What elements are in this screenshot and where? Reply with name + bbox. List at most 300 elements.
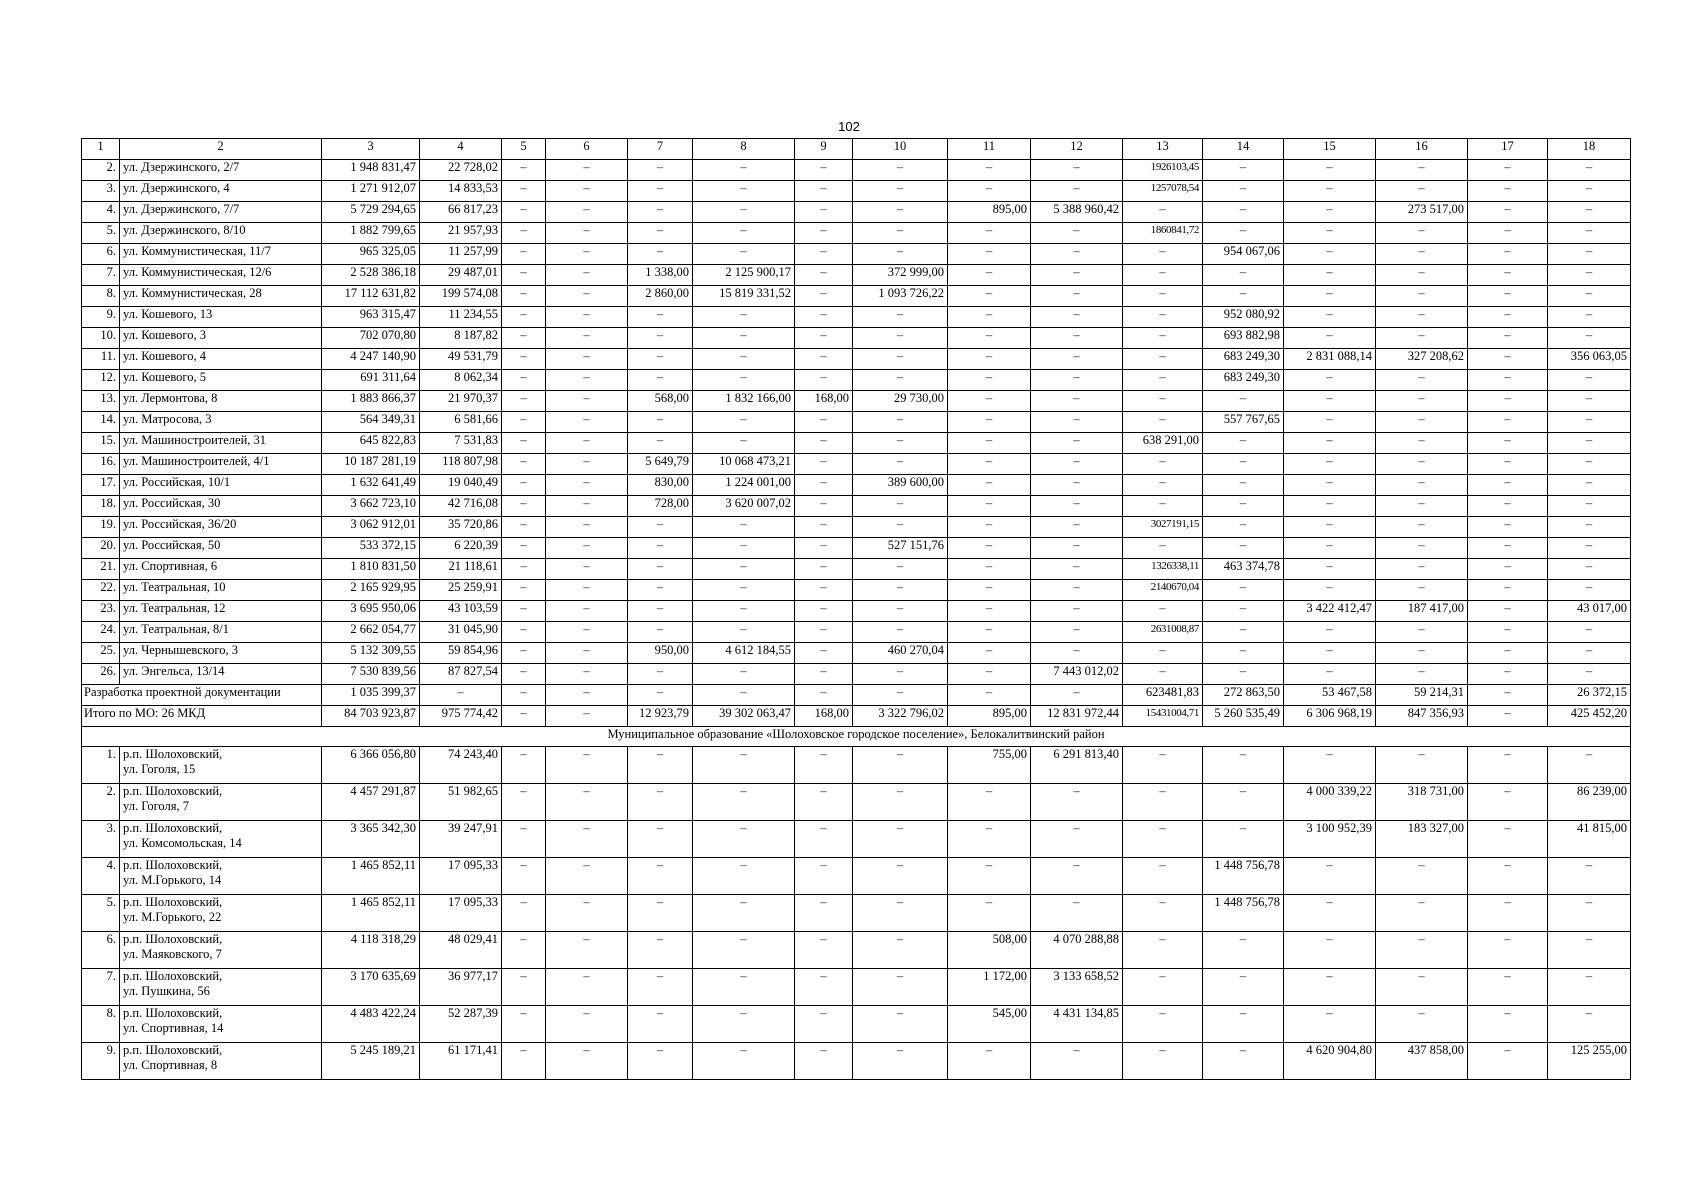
table-cell: 15 819 331,52: [693, 286, 795, 307]
table-cell: –: [1548, 391, 1631, 412]
table-cell: –: [1376, 181, 1468, 202]
table-cell: –: [853, 223, 948, 244]
table-cell: 17 095,33: [420, 895, 502, 932]
table-cell: –: [1284, 747, 1376, 784]
table-row: [82, 286, 1631, 307]
table-cell: 43 103,59: [420, 601, 502, 622]
table-cell: –: [628, 685, 693, 706]
table-cell: –: [1031, 622, 1123, 643]
table-cell: –: [1031, 895, 1123, 932]
table-row: [82, 517, 1631, 538]
table-cell: –: [1376, 932, 1468, 969]
table-cell: 18.: [82, 496, 120, 517]
table-row: [82, 784, 1631, 821]
table-cell: –: [1284, 475, 1376, 496]
table-cell: 118 807,98: [420, 454, 502, 475]
table-cell: 39 302 063,47: [693, 706, 795, 727]
table-cell: –: [546, 784, 628, 821]
table-cell: –: [1123, 391, 1203, 412]
table-cell: –: [1548, 747, 1631, 784]
table-cell: 702 070,80: [322, 328, 420, 349]
table-cell: –: [1031, 643, 1123, 664]
table-cell: 4 070 288,88: [1031, 932, 1123, 969]
table-cell: 372 999,00: [853, 265, 948, 286]
table-cell: –: [502, 286, 546, 307]
table-cell: –: [1548, 932, 1631, 969]
header-row: [82, 139, 1631, 160]
table-cell: –: [1031, 821, 1123, 858]
table-cell: –: [1284, 265, 1376, 286]
table-cell: –: [546, 895, 628, 932]
table-cell: –: [1284, 1006, 1376, 1043]
table-cell: –: [1468, 821, 1548, 858]
table-cell: –: [853, 747, 948, 784]
table-cell: 3 662 723,10: [322, 496, 420, 517]
table-cell: 39 247,91: [420, 821, 502, 858]
table-cell: 533 372,15: [322, 538, 420, 559]
table-cell: 568,00: [628, 391, 693, 412]
table-cell: –: [502, 821, 546, 858]
table-cell: 1326338,11: [1123, 559, 1203, 580]
table-cell: 3.: [82, 181, 120, 202]
table-cell: –: [1203, 821, 1284, 858]
column-number: 11: [948, 139, 1031, 160]
table-cell: –: [1468, 412, 1548, 433]
table-cell: 2140670,04: [1123, 580, 1203, 601]
table-cell: –: [502, 664, 546, 685]
table-cell: –: [546, 202, 628, 223]
table-cell: –: [1376, 1006, 1468, 1043]
table-cell: 3 062 912,01: [322, 517, 420, 538]
table-cell: –: [1468, 784, 1548, 821]
table-cell: –: [1123, 932, 1203, 969]
table-cell: –: [1284, 622, 1376, 643]
table-cell: –: [853, 580, 948, 601]
table-cell: –: [1376, 370, 1468, 391]
table-cell: –: [948, 286, 1031, 307]
table-cell: –: [502, 685, 546, 706]
table-row: [82, 223, 1631, 244]
table-cell: 20.: [82, 538, 120, 559]
table-cell: 683 249,30: [1203, 370, 1284, 391]
table-cell: –: [1203, 784, 1284, 821]
table-cell: –: [1468, 538, 1548, 559]
table-cell: –: [948, 643, 1031, 664]
table-cell: 8 062,34: [420, 370, 502, 391]
table-cell: 7 443 012,02: [1031, 664, 1123, 685]
table-cell: –: [1284, 202, 1376, 223]
table-cell: –: [948, 349, 1031, 370]
address-line: р.п. Шолоховский,: [123, 821, 223, 835]
table-cell: 17 095,33: [420, 858, 502, 895]
total-row: [82, 706, 1631, 727]
table-cell: –: [1123, 286, 1203, 307]
table-cell: 21 957,93: [420, 223, 502, 244]
section-title: Муниципальное образование «Шолоховское городское поселение», Белокалитвинский район: [82, 727, 1631, 747]
table-cell: –: [853, 784, 948, 821]
table-cell: –: [502, 475, 546, 496]
table-cell: –: [1203, 538, 1284, 559]
table-cell: –: [546, 622, 628, 643]
table-cell: 10 068 473,21: [693, 454, 795, 475]
table-cell: 3 365 342,30: [322, 821, 420, 858]
table-cell: –: [546, 664, 628, 685]
table-cell: 895,00: [948, 706, 1031, 727]
table-cell: 49 531,79: [420, 349, 502, 370]
table-cell: –: [1468, 202, 1548, 223]
table-cell: –: [693, 328, 795, 349]
table-cell: 3 422 412,47: [1284, 601, 1376, 622]
table-cell: 1 832 166,00: [693, 391, 795, 412]
table-cell: –: [1031, 1043, 1123, 1080]
table-cell: –: [853, 517, 948, 538]
table-cell: –: [546, 858, 628, 895]
table-cell: 15431004,71: [1123, 706, 1203, 727]
table-cell: –: [795, 821, 853, 858]
table-cell: –: [502, 328, 546, 349]
table-cell: –: [628, 580, 693, 601]
table-cell: –: [1031, 784, 1123, 821]
table-cell: 389 600,00: [853, 475, 948, 496]
section-row: [82, 727, 1631, 747]
table-cell: –: [1548, 622, 1631, 643]
table-cell: 25 259,91: [420, 580, 502, 601]
table-cell: 11 257,99: [420, 244, 502, 265]
table-cell: –: [795, 454, 853, 475]
table-cell: –: [502, 538, 546, 559]
table-cell: ул. Российская, 10/1: [120, 475, 322, 496]
table-cell: –: [1468, 932, 1548, 969]
table-cell: 272 863,50: [1203, 685, 1284, 706]
table-cell: 41 815,00: [1548, 821, 1631, 858]
table-cell: –: [1203, 454, 1284, 475]
table-cell: 51 982,65: [420, 784, 502, 821]
table-cell: 7.: [82, 265, 120, 286]
table-cell: –: [795, 1043, 853, 1080]
column-number: 7: [628, 139, 693, 160]
address-cell: [120, 895, 322, 932]
row-label: Итого по МО: 26 МКД: [82, 706, 322, 727]
table-cell: –: [502, 580, 546, 601]
table-cell: 10 187 281,19: [322, 454, 420, 475]
table-cell: –: [546, 685, 628, 706]
table-cell: –: [1123, 244, 1203, 265]
table-cell: –: [546, 244, 628, 265]
table-cell: –: [853, 181, 948, 202]
table-cell: –: [1548, 286, 1631, 307]
table-cell: 4 620 904,80: [1284, 1043, 1376, 1080]
table-cell: –: [1376, 664, 1468, 685]
table-cell: –: [546, 821, 628, 858]
table-cell: –: [795, 559, 853, 580]
table-cell: 22 728,02: [420, 160, 502, 181]
table-cell: 564 349,31: [322, 412, 420, 433]
table-cell: –: [1031, 685, 1123, 706]
table-cell: –: [795, 580, 853, 601]
table-cell: –: [1376, 895, 1468, 932]
table-cell: ул. Машиностроителей, 31: [120, 433, 322, 454]
table-cell: –: [628, 160, 693, 181]
table-cell: –: [795, 433, 853, 454]
table-cell: –: [795, 601, 853, 622]
table-cell: –: [1123, 664, 1203, 685]
address-line: ул. Спортивная, 14: [123, 1021, 224, 1035]
table-cell: ул. Матросова, 3: [120, 412, 322, 433]
table-cell: 53 467,58: [1284, 685, 1376, 706]
table-row: [82, 412, 1631, 433]
column-number: 13: [1123, 139, 1203, 160]
table-cell: –: [853, 433, 948, 454]
table-cell: –: [795, 747, 853, 784]
table-cell: –: [628, 433, 693, 454]
table-cell: 125 255,00: [1548, 1043, 1631, 1080]
table-cell: –: [1031, 223, 1123, 244]
table-cell: –: [628, 747, 693, 784]
table-cell: –: [1123, 370, 1203, 391]
table-cell: –: [948, 784, 1031, 821]
table-cell: –: [502, 160, 546, 181]
table-cell: –: [1284, 412, 1376, 433]
table-cell: –: [502, 223, 546, 244]
address-line: р.п. Шолоховский,: [123, 784, 223, 798]
column-number: 6: [546, 139, 628, 160]
table-row: [82, 475, 1631, 496]
table-cell: –: [546, 559, 628, 580]
table-cell: 17.: [82, 475, 120, 496]
address-cell: [120, 1006, 322, 1043]
table-cell: –: [1123, 265, 1203, 286]
table-cell: –: [1284, 433, 1376, 454]
table-cell: 17 112 631,82: [322, 286, 420, 307]
table-cell: 4 612 184,55: [693, 643, 795, 664]
table-cell: 2 860,00: [628, 286, 693, 307]
table-cell: ул. Кошевого, 3: [120, 328, 322, 349]
table-cell: 13.: [82, 391, 120, 412]
project-docs-row: [82, 685, 1631, 706]
table-cell: 4 000 339,22: [1284, 784, 1376, 821]
table-cell: –: [795, 932, 853, 969]
table-cell: 2.: [82, 160, 120, 181]
table-cell: 1 882 799,65: [322, 223, 420, 244]
table-cell: –: [693, 559, 795, 580]
table-cell: ул. Российская, 36/20: [120, 517, 322, 538]
table-cell: –: [693, 160, 795, 181]
table-cell: –: [1376, 517, 1468, 538]
table-cell: –: [628, 559, 693, 580]
table-cell: –: [693, 895, 795, 932]
table-cell: –: [1031, 307, 1123, 328]
table-cell: –: [1468, 244, 1548, 265]
table-cell: –: [1031, 538, 1123, 559]
table-cell: 4 118 318,29: [322, 932, 420, 969]
table-cell: –: [1031, 496, 1123, 517]
table-cell: –: [1123, 496, 1203, 517]
table-cell: –: [502, 265, 546, 286]
table-cell: –: [948, 580, 1031, 601]
table-cell: –: [693, 370, 795, 391]
address-line: р.п. Шолоховский,: [123, 1043, 223, 1057]
table-cell: 9.: [82, 307, 120, 328]
address-line: ул. М.Горького, 14: [123, 873, 222, 887]
table-cell: –: [795, 412, 853, 433]
table-cell: –: [1123, 412, 1203, 433]
table-cell: ул. Театральная, 10: [120, 580, 322, 601]
table-cell: –: [853, 454, 948, 475]
table-cell: 1 093 726,22: [853, 286, 948, 307]
table-cell: –: [502, 706, 546, 727]
table-cell: 2 125 900,17: [693, 265, 795, 286]
table-cell: 183 327,00: [1376, 821, 1468, 858]
table-row: [82, 349, 1631, 370]
table-body: [82, 139, 1631, 1080]
table-cell: –: [1376, 475, 1468, 496]
table-cell: 1860841,72: [1123, 223, 1203, 244]
table-cell: –: [693, 932, 795, 969]
table-cell: –: [628, 517, 693, 538]
table-cell: –: [853, 160, 948, 181]
table-cell: –: [948, 244, 1031, 265]
table-cell: 84 703 923,87: [322, 706, 420, 727]
table-cell: –: [1468, 181, 1548, 202]
address-cell: [120, 969, 322, 1006]
table-cell: ул. Лермонтова, 8: [120, 391, 322, 412]
table-cell: –: [853, 328, 948, 349]
table-cell: –: [628, 538, 693, 559]
table-cell: –: [948, 412, 1031, 433]
table-cell: –: [795, 895, 853, 932]
table-cell: ул. Дзержинского, 7/7: [120, 202, 322, 223]
table-cell: ул. Кошевого, 5: [120, 370, 322, 391]
table-cell: –: [693, 821, 795, 858]
table-cell: –: [628, 1006, 693, 1043]
table-cell: ул. Театральная, 8/1: [120, 622, 322, 643]
address-line: р.п. Шолоховский,: [123, 895, 223, 909]
table-cell: 11 234,55: [420, 307, 502, 328]
table-row: [82, 181, 1631, 202]
table-cell: –: [1548, 475, 1631, 496]
table-cell: –: [693, 622, 795, 643]
table-cell: 23.: [82, 601, 120, 622]
table-cell: –: [502, 181, 546, 202]
table-cell: –: [853, 349, 948, 370]
table-cell: –: [628, 858, 693, 895]
table-cell: 8.: [82, 286, 120, 307]
column-number: 2: [120, 139, 322, 160]
table-cell: –: [420, 685, 502, 706]
table-cell: 29 730,00: [853, 391, 948, 412]
budget-table: [81, 138, 1631, 1080]
table-cell: –: [948, 1043, 1031, 1080]
table-cell: –: [1376, 580, 1468, 601]
table-cell: ул. Коммунистическая, 11/7: [120, 244, 322, 265]
table-cell: –: [1123, 821, 1203, 858]
table-cell: 6.: [82, 244, 120, 265]
table-cell: –: [795, 202, 853, 223]
table-cell: –: [1468, 475, 1548, 496]
table-cell: 2631008,87: [1123, 622, 1203, 643]
table-cell: –: [1548, 202, 1631, 223]
table-cell: –: [628, 181, 693, 202]
table-cell: –: [1203, 747, 1284, 784]
table-cell: 168,00: [795, 391, 853, 412]
table-cell: –: [693, 223, 795, 244]
table-cell: –: [1123, 1006, 1203, 1043]
table-cell: –: [693, 433, 795, 454]
table-cell: –: [628, 1043, 693, 1080]
table-cell: 623481,83: [1123, 685, 1203, 706]
table-cell: 273 517,00: [1376, 202, 1468, 223]
table-cell: –: [1468, 286, 1548, 307]
table-cell: –: [693, 685, 795, 706]
table-cell: –: [1123, 601, 1203, 622]
address-line: ул. Пушкина, 56: [123, 984, 210, 998]
table-cell: 21.: [82, 559, 120, 580]
table-cell: –: [1548, 969, 1631, 1006]
table-cell: –: [795, 685, 853, 706]
address-cell: [120, 932, 322, 969]
table-cell: 86 239,00: [1548, 784, 1631, 821]
table-cell: –: [1548, 1006, 1631, 1043]
table-cell: –: [502, 307, 546, 328]
table-cell: –: [628, 349, 693, 370]
table-cell: –: [1203, 643, 1284, 664]
table-cell: 1926103,45: [1123, 160, 1203, 181]
table-cell: 11.: [82, 349, 120, 370]
table-cell: 16.: [82, 454, 120, 475]
table-cell: –: [1548, 307, 1631, 328]
table-cell: –: [795, 286, 853, 307]
table-cell: –: [546, 223, 628, 244]
table-cell: –: [1376, 559, 1468, 580]
row-number: 6.: [82, 932, 120, 969]
table-cell: 1 448 756,78: [1203, 895, 1284, 932]
table-cell: –: [1548, 858, 1631, 895]
table-cell: 12 831 972,44: [1031, 706, 1123, 727]
table-row: [82, 664, 1631, 685]
table-cell: 1 448 756,78: [1203, 858, 1284, 895]
table-cell: –: [1376, 747, 1468, 784]
table-cell: –: [693, 538, 795, 559]
address-line: ул. Спортивная, 8: [123, 1058, 218, 1072]
table-cell: 7 530 839,56: [322, 664, 420, 685]
table-cell: –: [1376, 858, 1468, 895]
table-cell: –: [1284, 370, 1376, 391]
table-cell: –: [628, 622, 693, 643]
table-cell: –: [853, 969, 948, 1006]
table-cell: 1 035 399,37: [322, 685, 420, 706]
table-cell: –: [1203, 475, 1284, 496]
table-cell: –: [502, 622, 546, 643]
table-cell: –: [1284, 286, 1376, 307]
table-cell: –: [1468, 706, 1548, 727]
table-cell: –: [546, 433, 628, 454]
table-cell: –: [546, 307, 628, 328]
table-cell: –: [1376, 328, 1468, 349]
table-cell: –: [1284, 181, 1376, 202]
table-cell: 2 165 929,95: [322, 580, 420, 601]
table-cell: –: [795, 517, 853, 538]
table-cell: –: [948, 328, 1031, 349]
column-number: 15: [1284, 139, 1376, 160]
table-cell: 187 417,00: [1376, 601, 1468, 622]
table-cell: –: [693, 747, 795, 784]
table-cell: ул. Машиностроителей, 4/1: [120, 454, 322, 475]
table-cell: –: [546, 1043, 628, 1080]
table-cell: 36 977,17: [420, 969, 502, 1006]
table-cell: 691 311,64: [322, 370, 420, 391]
table-cell: –: [1031, 517, 1123, 538]
table-cell: –: [1284, 858, 1376, 895]
